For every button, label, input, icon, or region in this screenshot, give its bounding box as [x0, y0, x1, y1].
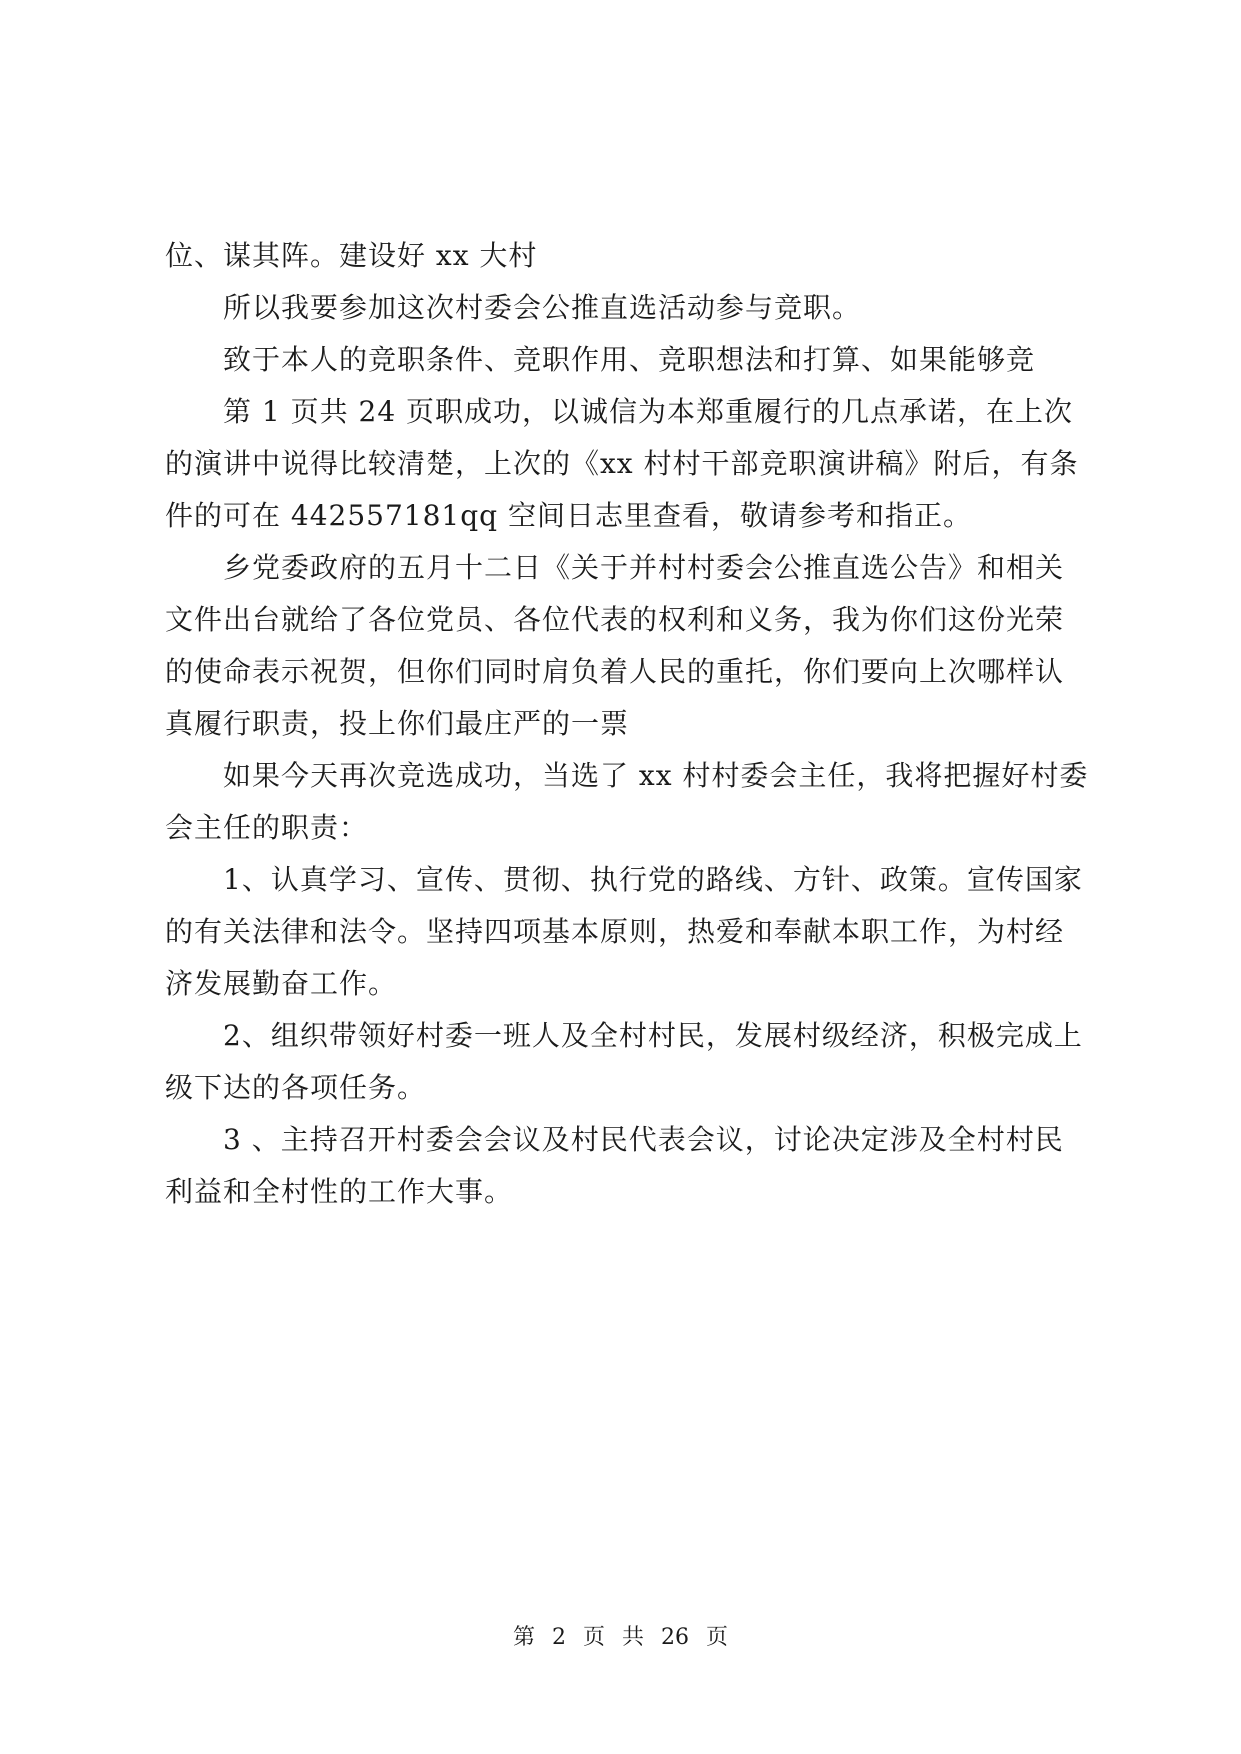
paragraph-6: 如果今天再次竞选成功，当选了 xx 村村委会主任，我将把握好村委会主任的职责： — [165, 759, 1089, 844]
paragraph-5: 乡党委政府的五月十二日《关于并村村委会公推直选公告》和相关文件出台就给了各位党员、各位代表的权利和义务，我为你们这份光荣的使命表示祝贺，但你们同时肩负着人民的重托，你们要向上次哪样认真履行职责，投上你们最庄严的一票 — [165, 551, 1065, 740]
paragraph-7: 1、认真学习、宣传、贯彻、执行党的路线、方针、政策。宣传国家的有关法律和法令。坚持四项基本原则，热爱和奉献本职工作，为村经济发展勤奋工作。 — [165, 863, 1083, 1000]
page-number-label: 第 2 页 共 26 页 — [513, 1625, 728, 1650]
paragraph-8: 2、组织带领好村委一班人及全村村民，发展村级经济，积极完成上级下达的各项任务。 — [165, 1019, 1083, 1104]
paragraph-4: 第 1 页共 24 页职成功，以诚信为本郑重履行的几点承诺，在上次的演讲中说得比较清楚，上次的《xx 村村干部竞职演讲稿》附后，有条件的可在 442557181qq 空间日志里查看，敬请参考和指正。 — [165, 395, 1079, 532]
paragraph-1: 位、谋其阵。建设好 xx 大村 — [165, 239, 538, 272]
paragraph-2: 所以我要参加这次村委会公推直选活动参与竞职。 — [223, 291, 862, 324]
paragraph-9: 3 、主持召开村委会会议及村民代表会议，讨论决定涉及全村村民利益和全村性的工作大事。 — [165, 1123, 1064, 1208]
document-body — [165, 230, 1090, 1218]
paragraph-3: 致于本人的竞职条件、竞职作用、竞职想法和打算、如果能够竞 — [223, 343, 1036, 376]
page-footer — [0, 1620, 1241, 1651]
